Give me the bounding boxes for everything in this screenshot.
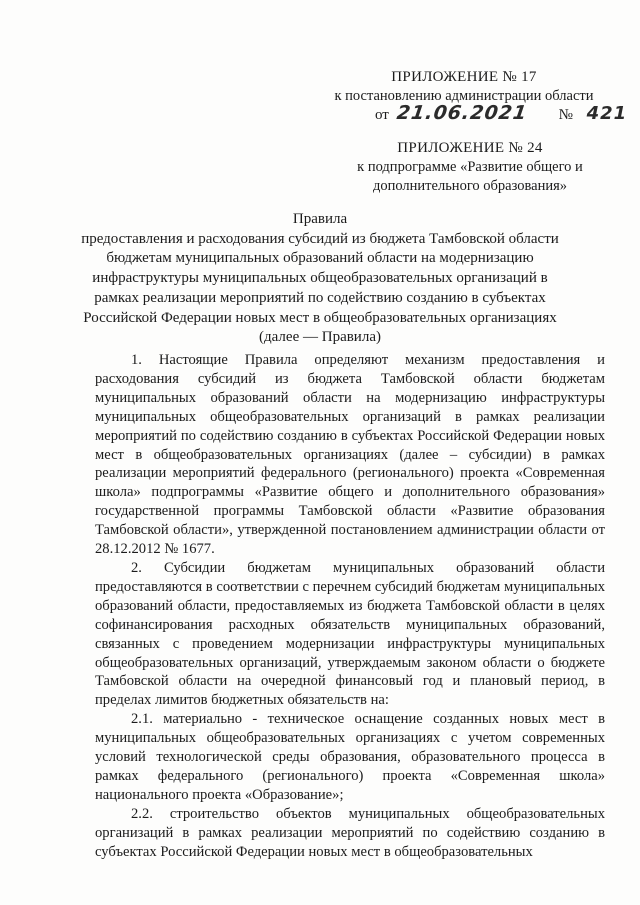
paragraph-1: 1. Настоящие Правила определяют механизм предоставления и расходования субсидий из бюджета Тамбовской области бюджетам муниципальных образований области на модернизацию инфраструктуры муниципальных общеобразовательных организаций в рамках реализации мероприятий по содействию созданию в субъектах Российской Федерации новых мест в общеобразовательных организациях (далее – субсидии) в рамках реализации мероприятий федерального (регионального) проекта «Современная школа» подпрограммы «Развитие общего и дополнительного образования» государственной программы Тамбовской области «Развитие образования Тамбовской области», утвержденной постановлением администрации области от 28.12.2012 № 1677.: [95, 352, 605, 558]
appendix-24-block: [330, 139, 610, 196]
number-label: №: [558, 107, 573, 123]
paragraph-2-1: 2.1. материально - техническое оснащение созданных новых мест в муниципальных общеобразовательных организациях с учетом современных условий технологической среды образования, образовательного процесса в рамках федерального (регионального) проекта «Современная школа» национального проекта «Образование»;: [95, 711, 605, 803]
appendix-17-title: ПРИЛОЖЕНИЕ № 17: [391, 69, 537, 85]
handwritten-number: 421: [586, 103, 628, 124]
decree-date-line: [375, 102, 627, 124]
document-body: [95, 351, 605, 861]
rules-heading: Правила: [292, 211, 348, 227]
appendix-17-subtitle: к постановлению администрации области: [334, 88, 594, 104]
paragraph-2: 2. Субсидии бюджетам муниципальных образований области предоставляются в соответствии с перечнем субсидий бюджетам муниципальных образований области, предоставляемых из бюджета Тамбовской области в целях софинансирования расходных обязательств муниципальных образований, связанных с проведением модернизации инфраструктуры муниципальных общеобразовательных организаций, утверждаемым законом области о бюджете Тамбовской области на очередной финансовый год и плановый период, в пределах лимитов бюджетных обязательств на:: [95, 559, 605, 709]
appendix-24-title: ПРИЛОЖЕНИЕ № 24: [397, 140, 543, 156]
paragraph-2-2: 2.2. строительство объектов муниципальных общеобразовательных организаций в рамках реализации мероприятий по содействию созданию в субъектах Российской Федерации новых мест в общеобразовательных: [95, 805, 605, 860]
appendix-24-line3: дополнительного образования»: [372, 178, 568, 194]
ot-label: от: [375, 107, 389, 123]
appendix-24-line2: к подпрограмме «Развитие общего и: [357, 159, 583, 175]
rules-title: [80, 210, 560, 348]
appendix-17-block: [324, 68, 604, 106]
handwritten-date: 21.06.2021: [395, 102, 529, 124]
rules-subheading: предоставления и расходования субсидий из бюджета Тамбовской области бюджетам муниципальных образований области на модернизацию инфраструктуры муниципальных общеобразовательных организаций в рамках реализации мероприятий по содействию созданию в субъектах Российской Федерации новых мест в общеобразовательных организациях (далее — Правила): [81, 230, 559, 346]
